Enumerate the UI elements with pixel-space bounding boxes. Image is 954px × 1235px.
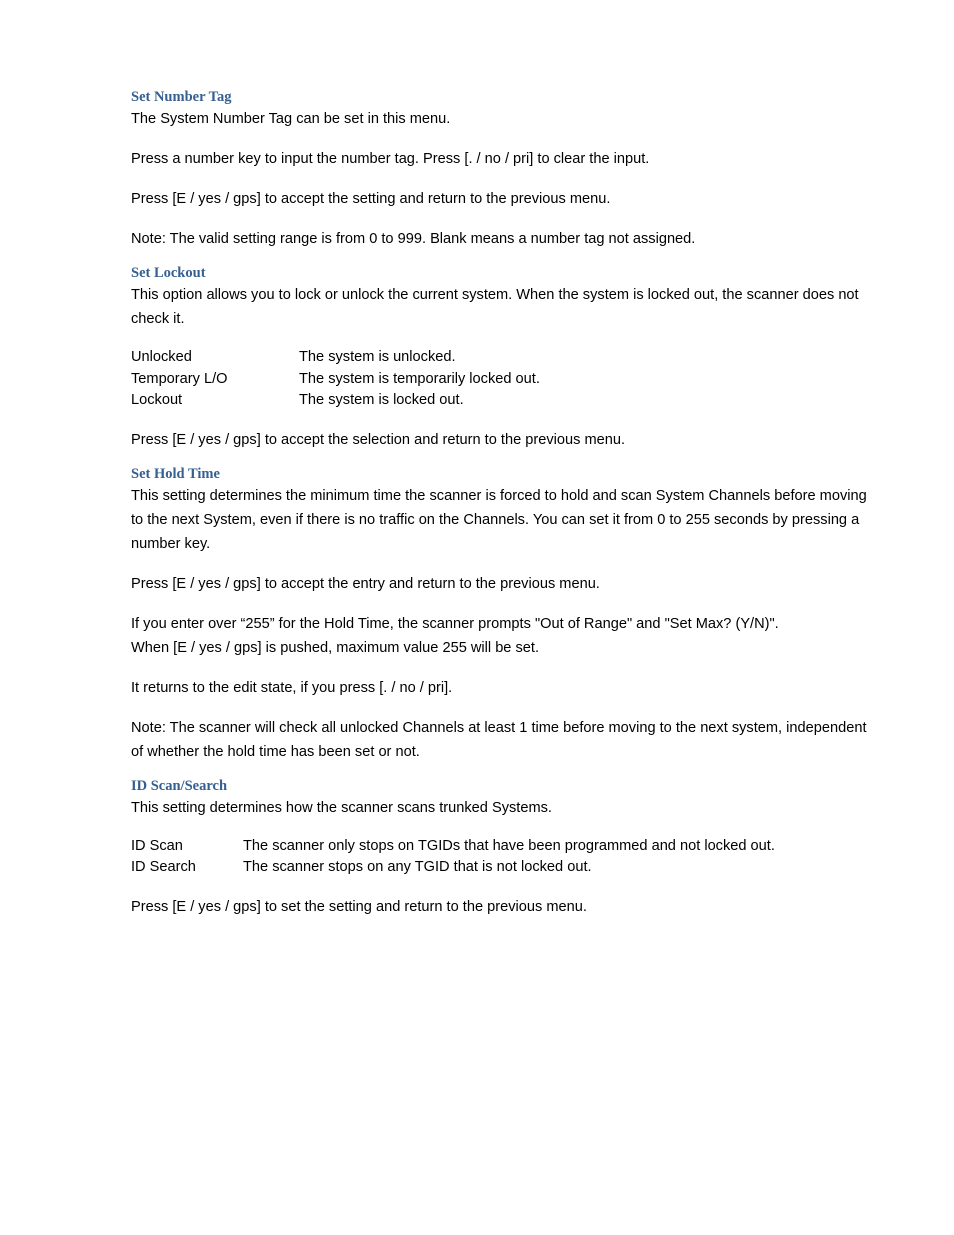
section-lockout — [131, 263, 881, 452]
lockout-option-term: Lockout — [131, 392, 183, 408]
lockout-option-term: Temporary L/O — [131, 370, 228, 387]
number-tag-input-instruction: Press a number key to input the number tag. Press [. / no / pri] to clear the input. — [131, 151, 650, 167]
heading-id-scan-search: ID Scan/Search — [131, 777, 228, 794]
lockout-options-table — [131, 347, 881, 412]
id-scan-set-instruction: Press [E / yes / gps] to set the setting and return to the previous menu. — [131, 898, 587, 915]
id-scan-option-desc: The scanner stops on any TGID that is not locked out. — [243, 859, 592, 875]
lockout-option-desc: The system is temporarily locked out. — [299, 370, 540, 387]
hold-time-intro: This setting determines the minimum time the scanner is forced to hold and scan System Channels before moving to the next System, even if there is no traffic on the Channels. You can set it from 0 to 255 seconds by pressing a number key. — [131, 487, 867, 552]
lockout-option-term: Unlocked — [131, 349, 192, 365]
id-scan-options-table — [131, 836, 881, 879]
lockout-intro: This option allows you to lock or unlock the current system. When the system is locked out, the scanner does not check it. — [131, 287, 859, 327]
id-scan-intro: This setting determines how the scanner scans trunked Systems. — [131, 799, 552, 816]
hold-time-out-of-range-line1: If you enter over “255” for the Hold Time, the scanner prompts "Out of Range" and "Set Max? (Y/N)". — [131, 615, 779, 632]
lockout-option-desc: The system is unlocked. — [299, 349, 456, 365]
hold-time-accept-instruction: Press [E / yes / gps] to accept the entry and return to the previous menu. — [131, 575, 600, 592]
section-number-tag — [131, 87, 881, 251]
id-scan-option-term: ID Search — [131, 859, 196, 875]
heading-set-number-tag: Set Number Tag — [131, 89, 232, 105]
lockout-option-desc: The system is locked out. — [299, 392, 464, 408]
hold-time-out-of-range-line2: When [E / yes / gps] is pushed, maximum value 255 will be set. — [131, 639, 539, 656]
number-tag-accept-instruction: Press [E / yes / gps] to accept the setting and return to the previous menu. — [131, 191, 611, 207]
heading-set-hold-time: Set Hold Time — [131, 465, 220, 482]
id-scan-option-desc: The scanner only stops on TGIDs that have been programmed and not locked out. — [243, 837, 775, 854]
section-id-scan — [131, 776, 881, 919]
number-tag-note: Note: The valid setting range is from 0 to 999. Blank means a number tag not assigned. — [131, 231, 696, 247]
lockout-accept-instruction: Press [E / yes / gps] to accept the selection and return to the previous menu. — [131, 431, 626, 448]
hold-time-edit-state: It returns to the edit state, if you press [. / no / pri]. — [131, 679, 453, 696]
hold-time-note: Note: The scanner will check all unlocked Channels at least 1 time before moving to the next system, independent of whether the hold time has been set or not. — [131, 719, 867, 760]
section-hold-time — [131, 464, 881, 764]
number-tag-intro: The System Number Tag can be set in this menu. — [131, 111, 451, 127]
heading-set-lockout: Set Lockout — [131, 265, 206, 281]
id-scan-option-term: ID Scan — [131, 837, 183, 854]
document-page — [131, 87, 881, 919]
